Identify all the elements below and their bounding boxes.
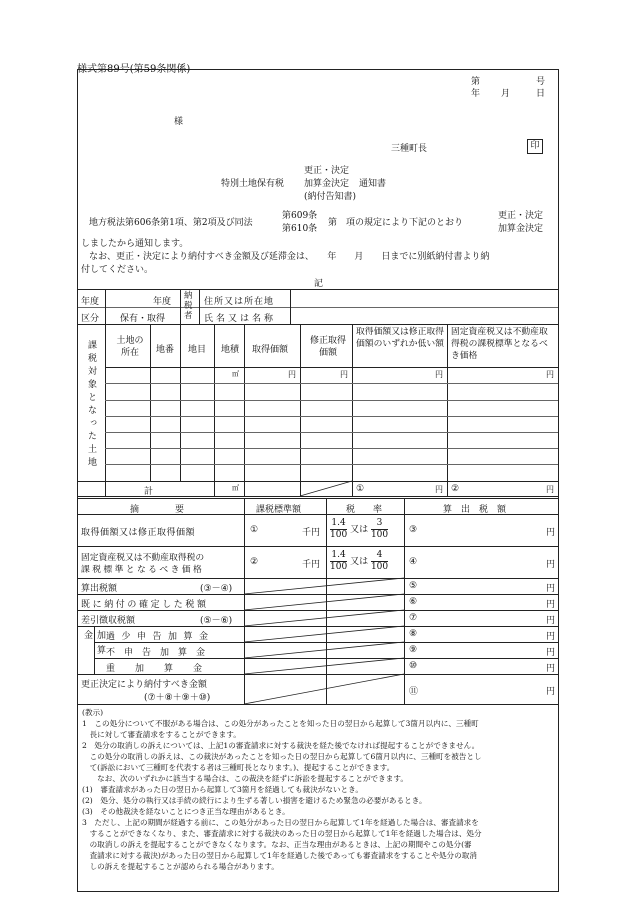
note-line: 2 処分の取消しの訴えについては、上記1の審査請求に対する裁決を経た後でなければ提起することができません。 — [82, 741, 480, 750]
r2-unit: 千円 — [302, 560, 321, 570]
body-decision-1: 更正・決定 — [498, 211, 544, 221]
r2-label-1: 固定資産税又は不動産取得税の — [81, 553, 205, 563]
r7-yen: 円 — [546, 648, 556, 658]
unit-area: ㎡ — [232, 484, 239, 492]
unit-yen: 円 — [435, 370, 443, 379]
seal-mark: 印 — [527, 139, 543, 154]
r1-yen: 円 — [546, 528, 556, 538]
col-lot: 地番 — [156, 345, 175, 355]
body-paragraph-text: 第 項の規定により下記のとおり — [328, 218, 464, 228]
r4-label: 既に納付の確定した税額 — [81, 600, 209, 610]
head-calc: 算 出 税 額 — [443, 505, 507, 515]
r1-rate2-den: 100 — [370, 530, 389, 540]
col-acq-price: 取得価額 — [252, 345, 289, 355]
r9-no: ⑪ — [409, 687, 419, 697]
body-decision-2: 加算金決定 — [498, 224, 544, 234]
r3-yen: 円 — [546, 584, 556, 594]
r8-no: ⑩ — [409, 661, 418, 671]
unit-yen: 円 — [546, 485, 554, 494]
r1-label: 取得価額又は修正取得価額 — [81, 528, 196, 538]
address-label: 住所又は所在地 — [204, 297, 275, 307]
body-article-610: 第610条 — [282, 224, 318, 234]
form-number: 様式第89号(第59条関係) — [77, 64, 191, 75]
addressee-suffix: 様 — [174, 117, 184, 127]
col-area: 地積 — [221, 345, 240, 355]
date-year: 年 — [471, 89, 481, 99]
unit-yen: 円 — [340, 370, 348, 379]
date-day: 日 — [536, 89, 546, 99]
unit-yen: 円 — [435, 485, 443, 494]
r7-label: 不申告加算金 — [106, 648, 215, 658]
r9-yen: 円 — [546, 687, 556, 697]
col-category: 地目 — [188, 345, 207, 355]
head-rate: 税 率 — [346, 505, 383, 515]
r2-calc-no: ④ — [409, 557, 418, 567]
r4-yen: 円 — [546, 600, 556, 610]
r6-yen: 円 — [546, 632, 556, 642]
note-line: (2) 処分、処分の執行又は手続の続行により生ずる著しい損害を避けるため緊急の必要があるとき。 — [82, 796, 427, 805]
col-location: 土地の所在 — [116, 336, 144, 358]
body-payment-2: 付してください。 — [81, 265, 154, 275]
note-line: しの訴えを提起することが認められる場合があります。 — [82, 862, 279, 871]
instruction-notes — [82, 707, 556, 872]
r7-no: ⑨ — [409, 645, 418, 655]
r2-rate2-den: 100 — [370, 562, 389, 572]
r1-rate-num: 1.4 — [331, 518, 346, 528]
r2-or: 又は — [350, 557, 369, 567]
note-line: 査請求に対する裁決)があった日の翌日から起算して1年を経過した後であっても審査請求をすることや処分の取消 — [82, 851, 477, 860]
unit-yen: 円 — [288, 370, 296, 379]
r1-calc-no: ③ — [409, 525, 418, 535]
name-label: 氏名又は名称 — [204, 314, 277, 324]
title-left: 特別土地保有税 — [221, 179, 285, 189]
r9-label-1: 更正決定により納付すべき金額 — [81, 680, 207, 690]
r2-label-2: 課税標準となるべき価格 — [81, 565, 205, 575]
r3-formula: (③－④) — [200, 584, 233, 594]
r1-rate2-num: 3 — [371, 518, 388, 530]
number-prefix: 第 — [471, 77, 481, 87]
r6-label: 過少申告加算金 — [106, 632, 215, 642]
r1-or: 又は — [350, 525, 369, 535]
r8-yen: 円 — [546, 664, 556, 674]
r2-rate2-num: 4 — [371, 550, 388, 562]
r3-label: 算出税額 — [81, 584, 118, 594]
head-base: 課税標準額 — [256, 505, 302, 515]
head-summary: 摘 要 — [130, 505, 185, 515]
total-c2: ② — [451, 484, 460, 494]
r5-yen: 円 — [546, 616, 556, 626]
note-line: (1) 審査請求があった日の翌日から起算して3箇月を経過しても裁決がないとき。 — [82, 785, 363, 794]
r1-rate-den: 100 — [330, 530, 348, 540]
body-article-609: 第609条 — [282, 211, 318, 221]
notice-form — [77, 69, 559, 892]
r3-no: ⑤ — [409, 581, 418, 591]
holding-label: 保有・取得 — [120, 314, 166, 324]
unit-yen: 円 — [546, 370, 554, 379]
body-law-text: 地方税法第606条第1項、第2項及び同法 — [89, 218, 253, 228]
title-mid-2: 加算金決定 — [304, 179, 350, 189]
ki-label: 記 — [314, 279, 324, 289]
note-line: の取消しの訴えを提起することができなくなります。なお、正当な理由があるときは、上記の期間やこの処分(審 — [82, 840, 472, 849]
r2-rate-num: 1.4 — [331, 550, 346, 560]
r2-rate-den: 100 — [330, 562, 348, 572]
note-line: この処分の取消しの訴えは、この裁決があったことを知った日の翌日から起算して6箇月以内に、三種町を被告とし — [82, 752, 482, 761]
note-line: することができなくなり、また、審査請求に対する裁決のあった日の翌日から起算して1年を経過した場合は、処分 — [82, 829, 482, 838]
note-line: て(訴訟において三種町を代表する者は三種町長となります。)、提起することができます。 — [82, 763, 395, 772]
title-mid-1: 更正・決定 — [304, 166, 350, 176]
note-line: なお、次のいずれかに該当する場合は、この裁決を経ずに訴訟を提起することができます。 — [82, 774, 408, 783]
category-label: 区分 — [81, 314, 100, 324]
r2-yen: 円 — [546, 560, 556, 570]
payer-label: 納税者 — [184, 291, 193, 321]
issuer-name: 三種町長 — [391, 144, 428, 154]
body-notice: しましたから通知します。 — [81, 239, 189, 249]
year-label: 年度 — [81, 297, 100, 307]
total-c1: ① — [356, 484, 365, 494]
r6-no: ⑧ — [409, 629, 418, 639]
col-lower: 取得価額又は修正取得価額のいずれか低い額 — [356, 327, 444, 349]
note-line: 3 ただし、上記の期間が経過する前に、この処分があった日の翌日から起算して1年を経過した場合は、審査請求を — [82, 818, 479, 827]
title-right: 通知書 — [359, 179, 387, 189]
number-suffix: 号 — [536, 77, 546, 87]
note-line: (3) その他裁決を経ないことにつき正当な理由があるとき。 — [82, 807, 290, 816]
year-unit: 年度 — [153, 297, 172, 307]
title-mid-3: (納付告知書) — [304, 192, 357, 202]
body-payment: なお、更正・決定により納付すべき金額及び延滞金は、 年 月 日までに別紙納付書より納 — [89, 252, 490, 262]
r9-label-2: (⑦＋⑧＋⑨＋⑩) — [144, 693, 211, 703]
note-line: 長に対して審査請求をすることができます。 — [82, 730, 241, 739]
note-line: (教示) — [82, 708, 104, 717]
total-label: 計 — [144, 487, 154, 497]
r1-base-no: ① — [250, 525, 259, 535]
r5-formula: (⑤－⑥) — [200, 616, 233, 626]
r1-unit: 千円 — [302, 528, 321, 538]
r2-base-no: ② — [250, 557, 259, 567]
r5-label: 差引徴収税額 — [81, 616, 136, 626]
land-side-label: 課税対象となった土地 — [86, 340, 96, 470]
kasan-label: 加算金 — [82, 630, 105, 660]
col-fixed: 固定資産税又は不動産取得税の課税標準となるべき価格 — [451, 327, 548, 361]
note-line: 1 この処分について不服がある場合は、この処分があったことを知った日の翌日から起算して3箇月以内に、三種町 — [82, 719, 479, 728]
r4-no: ⑥ — [409, 597, 418, 607]
col-rev-price: 修正取得価額 — [309, 336, 346, 358]
r5-no: ⑦ — [409, 613, 418, 623]
r8-label: 重加算金 — [106, 664, 223, 674]
date-month: 月 — [501, 89, 511, 99]
unit-area: ㎡ — [232, 370, 239, 378]
